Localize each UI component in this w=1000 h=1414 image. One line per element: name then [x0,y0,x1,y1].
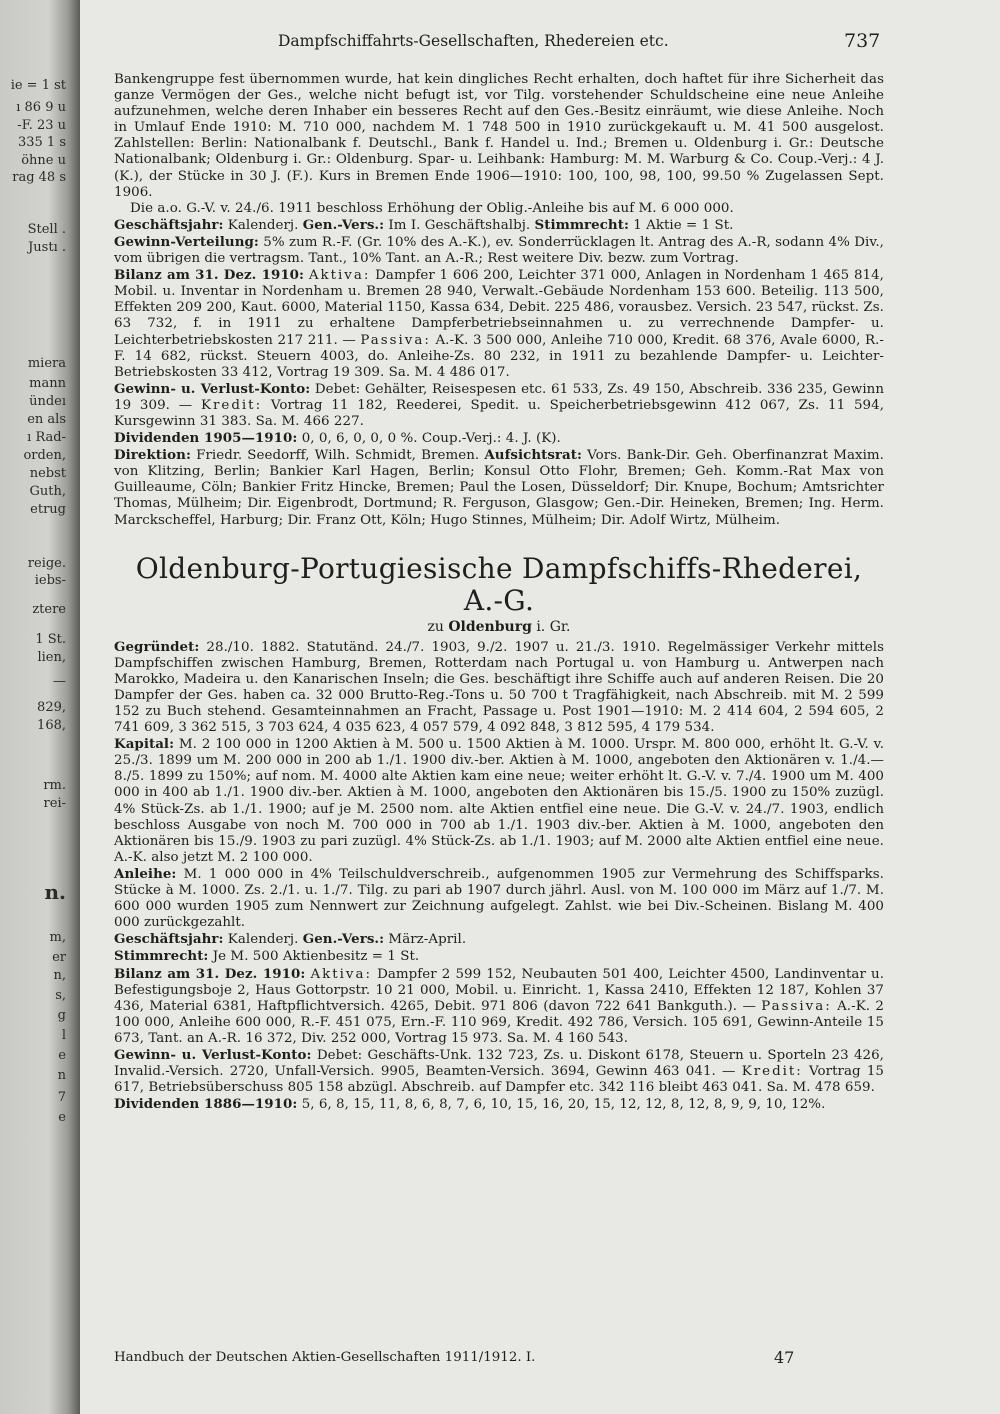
book-page [80,0,1000,1414]
capital-label: Kapital: [114,736,175,753]
page-header [80,30,1000,52]
bond-paragraph [114,866,884,931]
gutter-fragment: rm. [43,778,66,793]
profit-loss-label-2: Gewinn- u. Verlust-Konto: [114,1046,312,1063]
company-location [114,619,884,635]
bond-text: M. 1 000 000 in 4% Teilschuldverschreib., aufgenommen 1905 zur Vermehrung des Schiffsparks. Stücke à M. 1000. Zs. 2./1. u. 1./7. Tilg. zu pari ab 1907 durch jährl. Ausl. von M. 100 000 im März auf 1./7. M. 600 000 wurden 1905 zum Nennwert zur Zeichnung aufgelegt. Zahlst. wie bei Div.-Scheinen. Bislang M. 400 000 zurückgezahlt. [114,866,884,931]
management-label: Direktion: [114,447,191,464]
fiscal-year-paragraph [114,217,884,234]
gutter-fragment: en als [27,412,66,427]
page-number: 737 [844,30,881,52]
meeting-value: Im I. Geschäftshalbj. [384,217,535,233]
adjacent-page-fragment [0,0,80,1414]
location-city: Oldenburg [448,618,532,635]
gutter-fragment: e [58,1048,66,1063]
founded-paragraph [114,639,884,737]
gutter-fragment: miera [27,356,66,371]
fiscal-year-value: Kalenderj. [223,217,303,233]
gutter-fragment: ı Rad- [27,430,66,445]
gutter-fragment: 1 St. [35,632,66,647]
gutter-fragment: ündeı [29,394,66,409]
fiscal-year-value-2: Kalenderj. [223,932,303,948]
capital-text: M. 2 100 000 in 1200 Aktien à M. 500 u. 1500 Aktien à M. 1000. Urspr. M. 800 000, erhöht lt. G.-V. v. 25./3. 1899 um M. 200 000 in 200 ab 1./1. 1900 div.-ber. Aktien à M. 1000, angeboten den Aktionären v. 1./4.—8./5. 1899 zu 150%; auf nom. M. 4000 alte Aktien kam eine neue; weiter erhöht lt. G.-V. v. 7./4. 1900 um M. 400 000 in 400 ab 1./1. 1900 div.-ber. Aktien à M. 1000, angeboten den Aktionären bis 15./5. 1900 zu 150% zuzügl. 4% Stück-Zs. ab 1./1. 1900; auf je M. 2500 nom. alte Aktien entfiel eine neue. Die G.-V. v. 24./7. 1903, endlich beschloss Ausgabe von noch M. 700 000 in 700 ab 1./1. 1903 div.-ber. Aktien à M. 1000, angeboten den Aktionären bis 15./9. 1903 zu pari zuzügl. 4% Stück-Zs. ab 1./1. 1903; auf M. 2000 alte Aktien entfiel eine neue. A.-K. also jetzt M. 2 100 000. [114,737,884,865]
passiva-label: Passiva: [360,332,431,348]
meeting-label: Gen.-Vers.: [302,216,385,233]
aktiva-text: Dampfer 1 606 200, Leichter 371 000, Anlagen in Nordenham 1 465 814, Mobil. u. Inventar in Nordenham u. Bremen 28 940, Verwalt.-Gebäude Nordenham 153 600. Beteilig. 113 500, Effekten 209 200, Kaut. 6000, Material 1150, Kassa 634, Debit. 225 486, vorausbez. Versich. 23 547, rückst. Zs. 63 732, f. in 1911 zu erhaltene Dampferbetriebseinnahmen u. zu verrechnende Dampfer- u. Leichterbetriebskosten 217 211. — [114,268,884,348]
gutter-fragment: Justı . [28,240,66,255]
voting-label: Stimmrecht: [534,216,629,233]
passiva-text: A.-K. 3 500 000, Anleihe 710 000, Kredit. 68 376, Avale 6000, R.-F. 14 682, rückst. Steuern 4003, do. Anleihe-Zs. 80 232, in 1911 zu bezahlende Dampfer- u. Leichter-Betriebskosten 33 412, Vortrag 19 309. Sa. M. 4 486 017. [114,332,885,380]
gutter-fragment: e [58,1110,66,1125]
profit-distribution-text: 5% zum R.-F. (Gr. 10% des A.-K.), ev. Sonderrücklagen lt. Antrag des A.-R, sodann 4% Div., vom übrigen die vertragsm. Tant., 10% Tant. an A.-R.; Rest weitere Div. bezw. zum Vortrag. [114,234,884,267]
gutter-fragment: Stell . [27,222,66,237]
voting-paragraph-2 [114,948,884,965]
sheet-signature: 47 [774,1348,795,1367]
running-title: Dampfschiffahrts-Gesellschaften, Rhedereien etc. [278,32,669,50]
dividends-paragraph [114,430,884,447]
gutter-fragment: etrug [30,502,66,517]
meeting-value-2: März-April. [384,932,467,948]
meeting-label-2: Gen.-Vers.: [302,931,385,948]
credit-text-2: Vortrag 15 617, Betriebsüberschuss 805 158 abzügl. Abschreib. auf Dampfer etc. 342 116 bleibt 463 041. Sa. M. 478 659. [114,1064,885,1096]
company-heading: Oldenburg-Portugiesische Dampfschiffs-Rhederei, A.-G. [135,551,863,617]
gutter-fragment: öhne u [21,153,66,168]
bond-label: Anleihe: [114,865,177,882]
dividends-text-2: 5, 6, 8, 15, 11, 8, 6, 8, 7, 6, 10, 15, 16, 20, 15, 12, 12, 8, 12, 8, 9, 9, 10, 12%. [297,1097,826,1113]
balance-label-2: Bilanz am 31. Dez. 1910: [114,965,306,982]
fiscal-year-paragraph-2 [114,931,884,948]
debit-text-2: Debet: Geschäfts-Unk. 132 723, Zs. u. Diskont 6178, Steuern u. Sporteln 23 426, Invalid.-Versich. 2720, Unfall-Versich. 9905, Beamten-Versich. 3694, Gewinn 463 041. — [114,1047,884,1080]
gutter-fragment: iebs- [34,573,66,588]
gutter-fragment: 7 [57,1090,66,1105]
gutter-fragment: n, [53,968,66,983]
gutter-fragment: 829, [37,700,66,715]
credit-label-2: Kredit: [741,1064,803,1080]
gutter-fragment: lien, [37,650,66,665]
gutter-fragment: 168, [37,718,66,733]
passiva-label-2: Passiva: [761,998,832,1014]
capital-paragraph [114,736,884,866]
profit-distribution-paragraph [114,234,884,267]
voting-label-2: Stimmrecht: [114,948,209,965]
aktiva-text-2: Dampfer 2 599 152, Neubauten 501 400, Leichter 4500, Landinventar u. Befestigungsboje 2, Haus Gottorpstr. 10 21 000, Mobil. u. Einricht. 1, Kassa 2410, Effekten 12 187, Kohlen 37 436, Material 6381, Haftpflichtversich. 4265, Debit. 971 806 (davon 722 641 Bankguth.). — [114,966,885,1014]
gutter-fragment: ie = 1 st [10,78,66,93]
loan-paragraph: Bankengruppe fest übernommen wurde, hat kein dingliches Recht erhalten, doch haftet für ihre Sicherheit das ganze Vermögen der Ges., welche nicht befugt ist, vor Tilg. vorstehender Schuldscheine eine neue Anleihe aufzunehmen, welche deren Inhaber ein besseres Recht auf den Ges.-Besitz einräumt, wie diese Anleihe. Noch in Umlauf Ende 1910: M. 710 000, nachdem M. 1 748 500 in 1910 zurückgekauft u. M. 41 500 ausgelost. Zahlstellen: Berlin: Nationalbank f. Deutschl., Bank f. Handel u. Ind.; Bremen u. Oldenburg i. Gr.: Deutsche Nationalbank; Oldenburg i. Gr.: Oldenburg. Spar- u. Leihbank: Hamburg: M. M. Warburg & Co. Coup.-Verj.: 4 J. (K.), der Stücke in 30 J. (F.). Kurs in Bremen Ende 1906—1910: 100, 100, 98, 100, 99.50 % Zugelassen Sept. 1906. [114,72,884,200]
gutter-fragment: ı 86 9 u [16,100,66,115]
gutter-fragment: n [57,1068,66,1083]
fiscal-year-label-2: Geschäftsjahr: [114,931,224,948]
fiscal-year-label: Geschäftsjahr: [114,216,224,233]
gutter-fragment: orden, [23,448,66,463]
gv-resolution-paragraph: Die a.o. G.-V. v. 24./6. 1911 beschloss Erhöhung der Oblig.-Anleihe bis auf M. 6 000 000. [130,200,734,216]
source-line: Handbuch der Deutschen Aktien-Gesellschaften 1911/1912. I. [114,1350,536,1365]
dividends-paragraph-2 [114,1096,884,1113]
dividends-text: 0, 0, 6, 0, 0, 0 %. Coup.-Verj.: 4. J. (K). [297,431,561,447]
founded-label: Gegründet: [114,638,200,655]
aktiva-label: Aktiva: [308,268,371,284]
gutter-fragment: g [57,1008,66,1023]
credit-label: Kredit: [201,397,263,413]
text-column [114,72,884,1113]
gutter-fragment: 335 1 s [17,135,66,150]
gutter-fragment: mann [29,376,66,391]
debit-text: Debet: Gehälter, Reisespesen etc. 61 533, Zs. 49 150, Abschreib. 336 235, Gewinn 19 309. — [114,381,884,413]
location-suffix: i. Gr. [531,618,571,635]
page-footer [114,1350,884,1370]
profit-loss-paragraph-2 [114,1047,884,1096]
voting-value: 1 Aktie = 1 St. [628,217,734,233]
credit-text: Vortrag 11 182, Reederei, Spedit. u. Speicherbetriebsgewinn 412 067, Zs. 11 594, Kursgewinn 31 383. Sa. M. 466 227. [114,397,885,429]
balance-label: Bilanz am 31. Dez. 1910: [114,267,305,284]
management-paragraph [114,447,884,528]
gutter-fragment: er [52,950,66,965]
management-text: Friedr. Seedorff, Wilh. Schmidt, Bremen. [190,448,485,464]
founded-text: 28./10. 1882. Statutänd. 24./7. 1903, 9./2. 1907 u. 21./3. 1910. Regelmässiger Verkehr mittels Dampfschiffen zwischen Hamburg, Bremen, Rotterdam nach Portugal u. von Hamburg u. Antwerpen nach Marokko, Madeira u. den Kanarischen Inseln; die Ges. beschäftigt ihre Schiffe auch auf anderen Reisen. Die 20 Dampfer der Ges. haben ca. 32 000 Brutto-Reg.-Tons u. 50 700 t Tragfähigkeit, nach Abschreib. mit M. 2 599 152 zu Buch stehend. Gesamteinnahmen an Fracht, Passage u. Post 1901—1910: M. 2 414 604, 2 594 605, 2 741 609, 3 362 515, 3 703 624, 4 035 623, 4 057 579, 4 092 848, 3 812 595, 4 179 534. [114,639,884,736]
balance-paragraph [114,267,884,381]
gutter-fragment: m, [49,930,66,945]
profit-loss-label: Gewinn- u. Verlust-Konto: [114,380,311,397]
gutter-fragment: Guth, [29,484,66,499]
gutter-fragment: n. [44,880,66,904]
dividends-label: Dividenden 1905—1910: [114,430,298,447]
gutter-fragment: reige. [27,556,66,571]
passiva-text-2: A.-K. 2 100 000, Anleihe 600 000, R.-F. 451 075, Ern.-F. 110 969, Kredit. 492 786, Versich. 105 691, Gewinn-Anteile 15 673, Tant. an A.-R. 16 372, Div. 252 000, Vortrag 15 973. Sa. M. 4 160 543. [114,998,884,1046]
profit-distribution-label: Gewinn-Verteilung: [114,233,259,250]
location-prefix: zu [427,618,449,635]
gutter-fragment: — [53,674,66,689]
gutter-fragment: -F. 23 u [17,118,66,133]
gutter-fragment: rag 48 s [12,170,66,185]
dividends-label-2: Dividenden 1886—1910: [114,1096,298,1113]
gutter-fragment: l [61,1028,66,1043]
supervisory-board-label: Aufsichtsrat: [484,447,582,464]
balance-paragraph-2 [114,966,884,1047]
gutter-fragment: s, [55,988,66,1003]
voting-value-2: Je M. 500 Aktienbesitz = 1 St. [208,949,420,965]
gutter-fragment: nebst [29,466,66,481]
gutter-fragment: rei- [43,796,66,811]
profit-loss-paragraph [114,381,884,430]
aktiva-label-2: Aktiva: [310,966,372,982]
supervisory-board-text: Vors. Bank-Dir. Geh. Oberfinanzrat Maxim. von Klitzing, Berlin; Bankier Karl Hagen, Berlin; Konsul Otto Flohr, Bremen; Geh. Komm.-Rat Max von Guilleaume, Cöln; Bankier Fritz Hincke, Bremen; Paul the Losen, Düsseldorf; Dir. Knupe, Bochum; Amtsrichter Thomas, Mülheim; Dir. Eigenbrodt, Dortmund; R. Ferguson, Glasgow; Gen.-Dir. Heineken, Bremen; Ing. Herm. Marckscheffel, Harburg; Dir. Franz Ott, Köln; Hugo Stinnes, Mülheim; Dir. Adolf Wirtz, Mülheim. [114,448,884,528]
gutter-fragment: ztere [32,602,66,617]
